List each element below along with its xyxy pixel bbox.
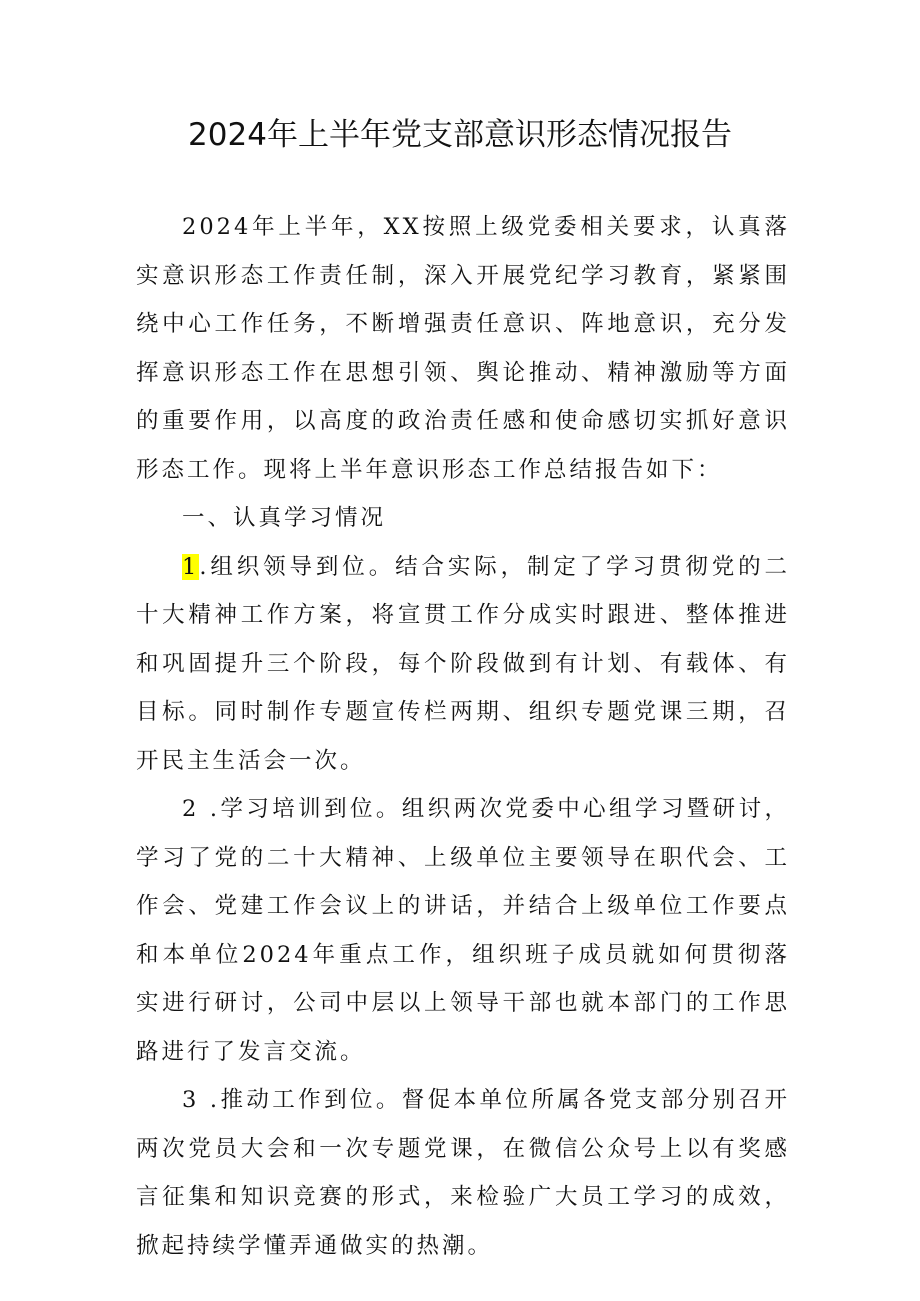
list-item	[136, 1076, 790, 1270]
list-item	[136, 543, 790, 786]
list-item	[136, 785, 790, 1076]
item-text: .组织领导到位。结合实际，制定了学习贯彻党的二十大精神工作方案，将宣贯工作分成实时跟进、整体推进和巩固提升三个阶段，每个阶段做到有计划、有载体、有目标。同时制作专题宣传栏两期、组织专题党课三期，召开民主生活会一次。	[136, 553, 790, 774]
document-title: 2024年上半年党支部意识形态情况报告	[188, 117, 732, 153]
item-number: 3	[182, 1087, 200, 1113]
intro-paragraph: 2024年上半年，XX按照上级党委相关要求，认真落实意识形态工作责任制，深入开展党纪学习教育，紧紧围绕中心工作任务，不断增强责任意识、阵地意识，充分发挥意识形态工作在思想引领、舆论推动、精神激励等方面的重要作用，以高度的政治责任感和使命感切实抓好意识形态工作。现将上半年意识形态工作总结报告如下：	[136, 214, 790, 483]
item-text: .学习培训到位。组织两次党委中心组学习暨研讨，学习了党的二十大精神、上级单位主要领导在职代会、工作会、党建工作会议上的讲话，并结合上级单位工作要点和本单位2024年重点工作，组织班子成员就如何贯彻落实进行研讨，公司中层以上领导干部也就本部门的工作思路进行了发言交流。	[136, 796, 790, 1065]
section-heading: 一、认真学习情况	[182, 505, 387, 531]
item-number: 2	[182, 796, 200, 822]
document-body	[136, 203, 790, 1270]
item-text: .推动工作到位。督促本单位所属各党支部分别召开两次党员大会和一次专题党课，在微信公众号上以有奖感言征集和知识竞赛的形式，来检验广大员工学习的成效，掀起持续学懂弄通做实的热潮。	[136, 1087, 790, 1259]
highlighted-item-number: 1	[182, 553, 200, 580]
